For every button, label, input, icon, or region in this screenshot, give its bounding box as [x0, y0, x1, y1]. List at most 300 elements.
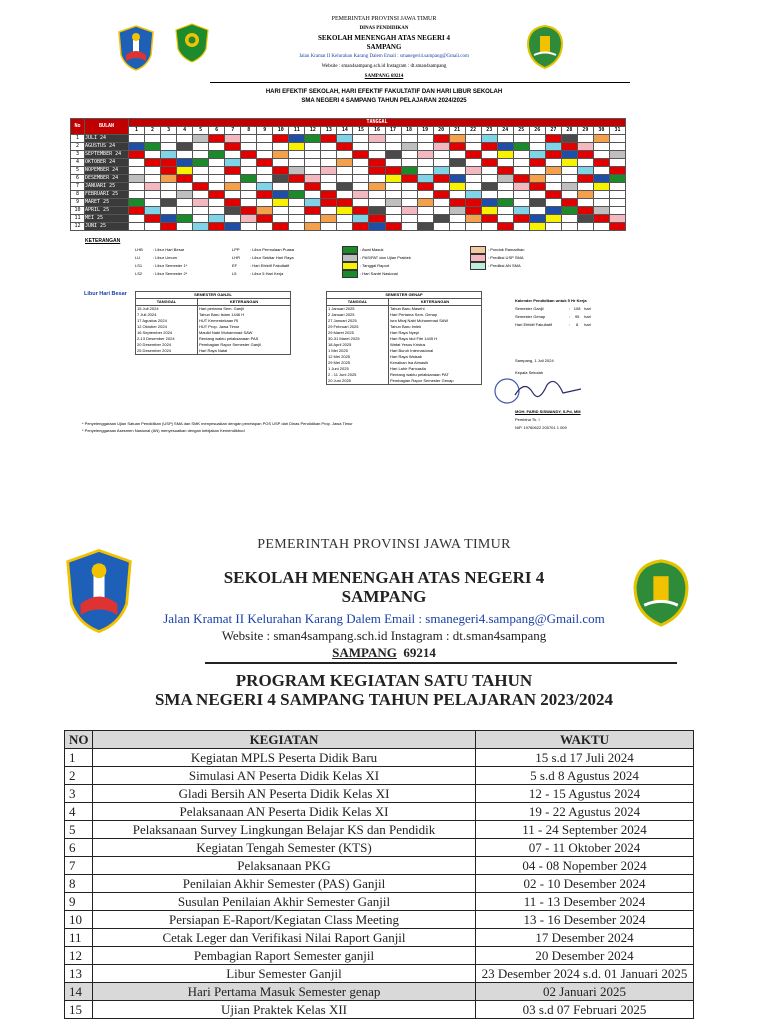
calendar-day-cell [321, 183, 337, 191]
signature-block [515, 357, 665, 432]
holiday-date: 20 Juni 2025 [327, 378, 389, 385]
calendar-day-cell [145, 207, 161, 215]
calendar-day-cell [609, 199, 625, 207]
calendar-day-cell [225, 167, 241, 175]
row-number: 15 [65, 1001, 93, 1019]
table-row [65, 965, 694, 983]
program-title-line-1: PROGRAM KEGIATAN SATU TAHUN [235, 671, 533, 690]
holiday-date: 29 Mei 2025 [327, 360, 389, 366]
summary-unit: hari [584, 322, 591, 327]
calendar-day-cell [305, 223, 321, 231]
legend-label: : Libur Semester 1* [153, 263, 188, 268]
calendar-day-cell [465, 167, 481, 175]
calendar-day-cell [529, 135, 545, 143]
calendar-day-cell [561, 175, 577, 183]
calendar-day-cell [209, 223, 225, 231]
legend-codes-1 [135, 246, 187, 278]
calendar-day-cell [481, 175, 497, 183]
calendar-day-cell [353, 215, 369, 223]
summary-unit: hari [584, 314, 591, 319]
row-number: 7 [65, 857, 93, 875]
month-name: JULI 24 [85, 135, 129, 143]
calendar-day-cell [321, 223, 337, 231]
calendar-day-cell [193, 183, 209, 191]
academic-calendar-table [70, 118, 626, 231]
table-row [65, 1001, 694, 1019]
row-number: 9 [65, 893, 93, 911]
calendar-day-cell [241, 159, 257, 167]
day-number-header: 29 [577, 127, 593, 135]
calendar-day-cell [241, 215, 257, 223]
calendar-day-cell [241, 223, 257, 231]
calendar-day-cell [561, 159, 577, 167]
holiday-description: Rentang waktu pelaksanaan PAT [389, 372, 482, 378]
day-number-header: 28 [561, 127, 577, 135]
holiday-header-row [327, 299, 482, 306]
calendar-day-cell [545, 167, 561, 175]
summary-row [515, 305, 591, 313]
postal-code: 69214 [403, 645, 436, 660]
semester-title-row [327, 292, 482, 299]
calendar-day-cell [225, 151, 241, 159]
table-row [65, 803, 694, 821]
calendar-day-cell [449, 183, 465, 191]
calendar-day-cell [289, 183, 305, 191]
calendar-day-cell [193, 199, 209, 207]
calendar-day-cell [385, 167, 401, 175]
activity-time: 03 s.d 07 Februari 2025 [476, 1001, 694, 1019]
legend-code: LHB [135, 247, 143, 252]
calendar-day-cell [481, 167, 497, 175]
day-number-header: 6 [209, 127, 225, 135]
month-name: APRIL 25 [85, 207, 129, 215]
calendar-day-cell [337, 175, 353, 183]
calendar-day-cell [433, 215, 449, 223]
table-row [65, 911, 694, 929]
calendar-day-cell [337, 151, 353, 159]
calendar-day-cell [161, 143, 177, 151]
day-number-header: 20 [433, 127, 449, 135]
calendar-day-cell [161, 199, 177, 207]
calendar-day-cell [449, 159, 465, 167]
activity-time: 02 - 10 Desember 2024 [476, 875, 694, 893]
calendar-day-cell [433, 151, 449, 159]
calendar-day-cell [545, 215, 561, 223]
calendar-day-cell [513, 207, 529, 215]
day-number-header: 27 [545, 127, 561, 135]
calendar-day-cell [321, 151, 337, 159]
calendar-day-cell [353, 223, 369, 231]
calendar-day-cell [481, 199, 497, 207]
row-number: 12 [65, 947, 93, 965]
holiday-row [327, 378, 482, 385]
calendar-day-cell [225, 207, 241, 215]
calendar-day-cell [529, 207, 545, 215]
table-row [65, 821, 694, 839]
semester-title: SEMESTER GENAP [327, 292, 482, 299]
month-name: AGUSTUS 24 [85, 143, 129, 151]
day-number-header: 19 [417, 127, 433, 135]
calendar-day-cell [401, 223, 417, 231]
holiday-description: Pembagian Rapor Semester Genap [389, 378, 482, 385]
month-number: 12 [71, 223, 85, 231]
activity-name: Penilaian Akhir Semester (PAS) Ganjil [93, 875, 476, 893]
legend-item [135, 262, 187, 270]
calendar-day-cell [273, 183, 289, 191]
calendar-day-cell [193, 215, 209, 223]
table-row [65, 857, 694, 875]
column-header-date: TANGGAL [129, 119, 626, 127]
calendar-day-cell [129, 215, 145, 223]
holiday-description: Maulid Nabi Muhammad SAW [198, 330, 291, 336]
legend-item [135, 246, 187, 254]
calendar-day-cell [369, 151, 385, 159]
legend-item [342, 246, 411, 254]
summary-title: Kalender Pendidikan untuk 5 Hr Kerja [515, 298, 587, 303]
calendar-day-cell [449, 151, 465, 159]
calendar-day-cell [401, 135, 417, 143]
calendar-day-cell [337, 191, 353, 199]
holiday-description: Rentang waktu pelaksanaan PAS [198, 336, 291, 342]
holiday-description: Hari Raya Idul Fitri 1445 H [389, 336, 482, 342]
holiday-description: Wafat Yesus Kristus [389, 342, 482, 348]
legend-color-swatch [342, 254, 358, 262]
calendar-day-cell [193, 143, 209, 151]
day-number-header: 8 [241, 127, 257, 135]
calendar-day-cell [177, 207, 193, 215]
activity-name: Pelaksanaan Survey Lingkungan Belajar KS dan Pendidik [93, 821, 476, 839]
calendar-day-cell [529, 183, 545, 191]
day-number-header: 7 [225, 127, 241, 135]
calendar-title-line-1: HARI EFEKTIF SEKOLAH, HARI EFEKTIF FAKULTATIF DAN HARI LIBUR SEKOLAH [265, 89, 503, 95]
calendar-day-cell [449, 223, 465, 231]
calendar-day-cell [241, 183, 257, 191]
day-number-header: 11 [289, 127, 305, 135]
calendar-month-row [71, 183, 626, 191]
calendar-day-cell [337, 135, 353, 143]
calendar-day-cell [609, 207, 625, 215]
school-website: Website : sman4sampang.sch.id Instagram : dt.sman4sampang [321, 64, 447, 69]
calendar-day-cell [145, 223, 161, 231]
holiday-description: HUT Kemerdekaan RI [198, 318, 291, 324]
calendar-day-cell [193, 175, 209, 183]
agency-name: DINAS PENDIDIKAN [359, 26, 409, 31]
holiday-description: Isra Miraj Nabi Muhammad SAW [389, 318, 482, 324]
calendar-day-cell [513, 215, 529, 223]
table-row [65, 875, 694, 893]
calendar-day-cell [577, 167, 593, 175]
holiday-description: Tahun Baru Islam 1446 H [198, 312, 291, 318]
calendar-day-cell [321, 167, 337, 175]
activity-name: Libur Semester Ganjil [93, 965, 476, 983]
calendar-day-cell [225, 159, 241, 167]
calendar-day-cell [305, 143, 321, 151]
calendar-day-cell [161, 167, 177, 175]
day-number-header: 3 [161, 127, 177, 135]
calendar-day-cell [353, 167, 369, 175]
principal-nip: NIP. 19760622 200701 1 009 [515, 425, 567, 430]
calendar-day-cell [305, 167, 321, 175]
month-name: OKTOBER 24 [85, 159, 129, 167]
calendar-day-cell [465, 135, 481, 143]
calendar-day-cell [129, 135, 145, 143]
calendar-day-cell [609, 175, 625, 183]
calendar-day-cell [561, 183, 577, 191]
day-number-header: 23 [481, 127, 497, 135]
calendar-day-cell [497, 183, 513, 191]
calendar-day-cell [145, 191, 161, 199]
calendar-day-cell [193, 151, 209, 159]
activity-name: Susulan Penilaian Akhir Semester Ganjil [93, 893, 476, 911]
summary-label: Semester Ganjil [515, 306, 544, 311]
calendar-day-cell [241, 151, 257, 159]
calendar-day-cell [417, 159, 433, 167]
column-header-description: KETERANGAN [389, 299, 482, 306]
day-number-header: 4 [177, 127, 193, 135]
calendar-day-cell [433, 191, 449, 199]
calendar-day-cell [609, 215, 625, 223]
calendar-day-cell [545, 143, 561, 151]
calendar-day-cell [241, 191, 257, 199]
row-number: 4 [65, 803, 93, 821]
calendar-day-cell [337, 167, 353, 175]
legend-item [232, 262, 294, 270]
legend-item [470, 246, 524, 254]
calendar-month-row [71, 151, 626, 159]
calendar-day-cell [497, 175, 513, 183]
legend-color-swatch [342, 262, 358, 270]
legend-item [342, 270, 411, 278]
calendar-day-cell [577, 207, 593, 215]
calendar-day-cell [289, 175, 305, 183]
legend-color-swatch [342, 246, 358, 254]
calendar-day-cell [321, 199, 337, 207]
calendar-day-cell [273, 175, 289, 183]
calendar-day-cell [417, 215, 433, 223]
day-number-header: 21 [449, 127, 465, 135]
holiday-description: Hari Pertama Sem. Genap [389, 312, 482, 318]
legend-color-swatch [470, 262, 486, 270]
holiday-description: Kenaikan Isa Almasih [389, 360, 482, 366]
day-number-header: 15 [353, 127, 369, 135]
calendar-day-cell [513, 143, 529, 151]
holiday-date: 17 Agustus 2024 [136, 318, 198, 324]
calendar-day-cell [209, 167, 225, 175]
calendar-day-cell [529, 191, 545, 199]
calendar-day-cell [177, 215, 193, 223]
holiday-date: 20 Desember 2024 [136, 342, 198, 348]
calendar-day-cell [513, 135, 529, 143]
calendar-day-cell [401, 215, 417, 223]
calendar-day-cell [257, 199, 273, 207]
calendar-day-cell [369, 215, 385, 223]
calendar-day-cell [449, 191, 465, 199]
activity-time: 12 - 15 Agustus 2024 [476, 785, 694, 803]
calendar-day-cell [337, 207, 353, 215]
activity-name: Cetak Leger dan Verifikasi Nilai Raport Ganjil [93, 929, 476, 947]
legend-label: : Libur Umum [153, 255, 178, 260]
calendar-day-cell [161, 223, 177, 231]
table-row [65, 893, 694, 911]
calendar-day-cell [177, 199, 193, 207]
calendar-day-cell [193, 207, 209, 215]
holiday-date: 27 Januari 2025 [327, 318, 389, 324]
calendar-day-cell [145, 175, 161, 183]
calendar-day-cell [401, 175, 417, 183]
calendar-day-cell [385, 207, 401, 215]
calendar-day-cell [289, 215, 305, 223]
calendar-month-row [71, 167, 626, 175]
calendar-day-cell [593, 143, 609, 151]
column-header-description: KETERANGAN [198, 299, 291, 306]
calendar-day-cell [433, 167, 449, 175]
note-2: * Penyelenggaraan Asesmen Nasional (AN) menyesuaikan dengan kebijakan Kemendikbud [82, 428, 245, 433]
calendar-day-cell [129, 167, 145, 175]
calendar-day-cell [161, 151, 177, 159]
calendar-day-cell [353, 207, 369, 215]
calendar-day-cell [577, 159, 593, 167]
calendar-day-cell [465, 199, 481, 207]
calendar-day-cell [145, 167, 161, 175]
calendar-month-row [71, 191, 626, 199]
holiday-date: 15 Juli 2024 [136, 306, 198, 313]
activity-name: Kegiatan MPLS Peserta Didik Baru [93, 749, 476, 767]
activity-time: 17 Desember 2024 [476, 929, 694, 947]
calendar-day-cell [305, 135, 321, 143]
calendar-day-cell [513, 191, 529, 199]
table-row [65, 929, 694, 947]
school-name: SEKOLAH MENENGAH ATAS NEGERI 4 [223, 568, 545, 587]
summary-separator: : [569, 306, 571, 311]
legend-code: LS2 [135, 271, 143, 276]
activity-time: 07 - 11 Oktober 2024 [476, 839, 694, 857]
legend-label: : Prediksi AN SMA [488, 263, 521, 269]
calendar-day-cell [513, 159, 529, 167]
month-name: NOPEMBER 24 [85, 167, 129, 175]
calendar-day-cell [209, 151, 225, 159]
calendar-day-cell [513, 151, 529, 159]
month-number: 10 [71, 207, 85, 215]
calendar-day-cell [161, 191, 177, 199]
row-number: 1 [65, 749, 93, 767]
calendar-day-cell [369, 191, 385, 199]
legend-item [232, 254, 294, 262]
day-number-header: 1 [129, 127, 145, 135]
column-header-date: TANGGAL [327, 299, 389, 306]
legend-label: : Awal Masuk [360, 247, 384, 253]
activity-time: 23 Desember 2024 s.d. 01 Januari 2025 [476, 965, 694, 983]
calendar-day-cell [193, 223, 209, 231]
calendar-day-cell [241, 199, 257, 207]
calendar-day-cell [385, 175, 401, 183]
calendar-day-cell [273, 143, 289, 151]
calendar-day-cell [129, 175, 145, 183]
school-city: SAMPANG [341, 587, 427, 606]
holiday-date: 12 Mei 2025 [327, 354, 389, 360]
calendar-day-cell [129, 143, 145, 151]
calendar-day-cell [241, 143, 257, 151]
calendar-day-cell [513, 167, 529, 175]
calendar-day-cell [241, 135, 257, 143]
holiday-section-title: Libur Hari Besar [84, 291, 127, 297]
legend-code: LU [135, 255, 141, 260]
day-number-header: 13 [321, 127, 337, 135]
program-title-line-2: SMA NEGERI 4 SAMPANG TAHUN PELAJARAN 2023/2024 [154, 690, 614, 709]
calendar-day-cell [593, 151, 609, 159]
calendar-day-cell [145, 135, 161, 143]
calendar-day-cell [401, 183, 417, 191]
calendar-day-cell [497, 167, 513, 175]
calendar-day-cell [289, 207, 305, 215]
holiday-description: Hari pertama Sem. Ganjil [198, 306, 291, 313]
day-number-header: 25 [513, 127, 529, 135]
school-address: Jalan Kramat II Kelurahan Karang Dalem Email : smanegeri4.sampang@Gmail.com [299, 54, 469, 59]
legend-codes-2 [232, 246, 294, 278]
calendar-month-row [71, 175, 626, 183]
calendar-day-header-row [71, 127, 626, 135]
calendar-day-cell [593, 175, 609, 183]
calendar-day-cell [433, 223, 449, 231]
calendar-day-cell [289, 143, 305, 151]
calendar-day-cell [577, 175, 593, 183]
calendar-day-cell [241, 175, 257, 183]
calendar-day-cell [369, 167, 385, 175]
calendar-day-cell [273, 191, 289, 199]
legend-color-swatch [470, 246, 486, 254]
calendar-day-cell [545, 207, 561, 215]
summary-value: 8 [576, 322, 579, 327]
holiday-description: Pembagian Rapor Semester Ganjil [198, 342, 291, 348]
table-row [65, 839, 694, 857]
month-name: JUNI 25 [85, 223, 129, 231]
legend-code: LPP [232, 247, 240, 252]
calendar-day-cell [417, 151, 433, 159]
calendar-day-cell [609, 151, 625, 159]
calendar-day-cell [497, 207, 513, 215]
column-header-kegiatan: KEGIATAN [93, 731, 476, 749]
semester-title-row [136, 292, 291, 299]
row-number: 3 [65, 785, 93, 803]
calendar-day-cell [497, 135, 513, 143]
row-number: 13 [65, 965, 93, 983]
day-number-header: 10 [273, 127, 289, 135]
holiday-description: Tahun Baru Masehi [389, 306, 482, 313]
calendar-day-cell [145, 159, 161, 167]
table-row [65, 767, 694, 785]
summary-unit: hari [584, 306, 591, 311]
calendar-day-cell [369, 135, 385, 143]
month-name: MARET 25 [85, 199, 129, 207]
calendar-day-cell [609, 143, 625, 151]
calendar-day-cell [513, 199, 529, 207]
month-name: JANUARI 25 [85, 183, 129, 191]
calendar-day-cell [417, 199, 433, 207]
calendar-day-cell [321, 215, 337, 223]
calendar-day-cell [545, 223, 561, 231]
calendar-day-cell [273, 223, 289, 231]
month-number: 9 [71, 199, 85, 207]
calendar-day-cell [161, 175, 177, 183]
calendar-day-cell [305, 207, 321, 215]
legend-item [135, 270, 187, 278]
activity-name: Ujian Praktek Kelas XII [93, 1001, 476, 1019]
holiday-description: Hari Raya Natal [198, 348, 291, 355]
note-1: * Penyelenggaraan Ujian Satuan Pendidikan (USP) SMA dan SMK menyesuaikan dengan penetapan POS USP dari Dinas Pendidikan Prop. Jawa Timur [82, 421, 353, 426]
calendar-day-cell [321, 135, 337, 143]
calendar-day-cell [209, 183, 225, 191]
holiday-date: 25 Desember 2024 [136, 348, 198, 355]
calendar-day-cell [513, 183, 529, 191]
